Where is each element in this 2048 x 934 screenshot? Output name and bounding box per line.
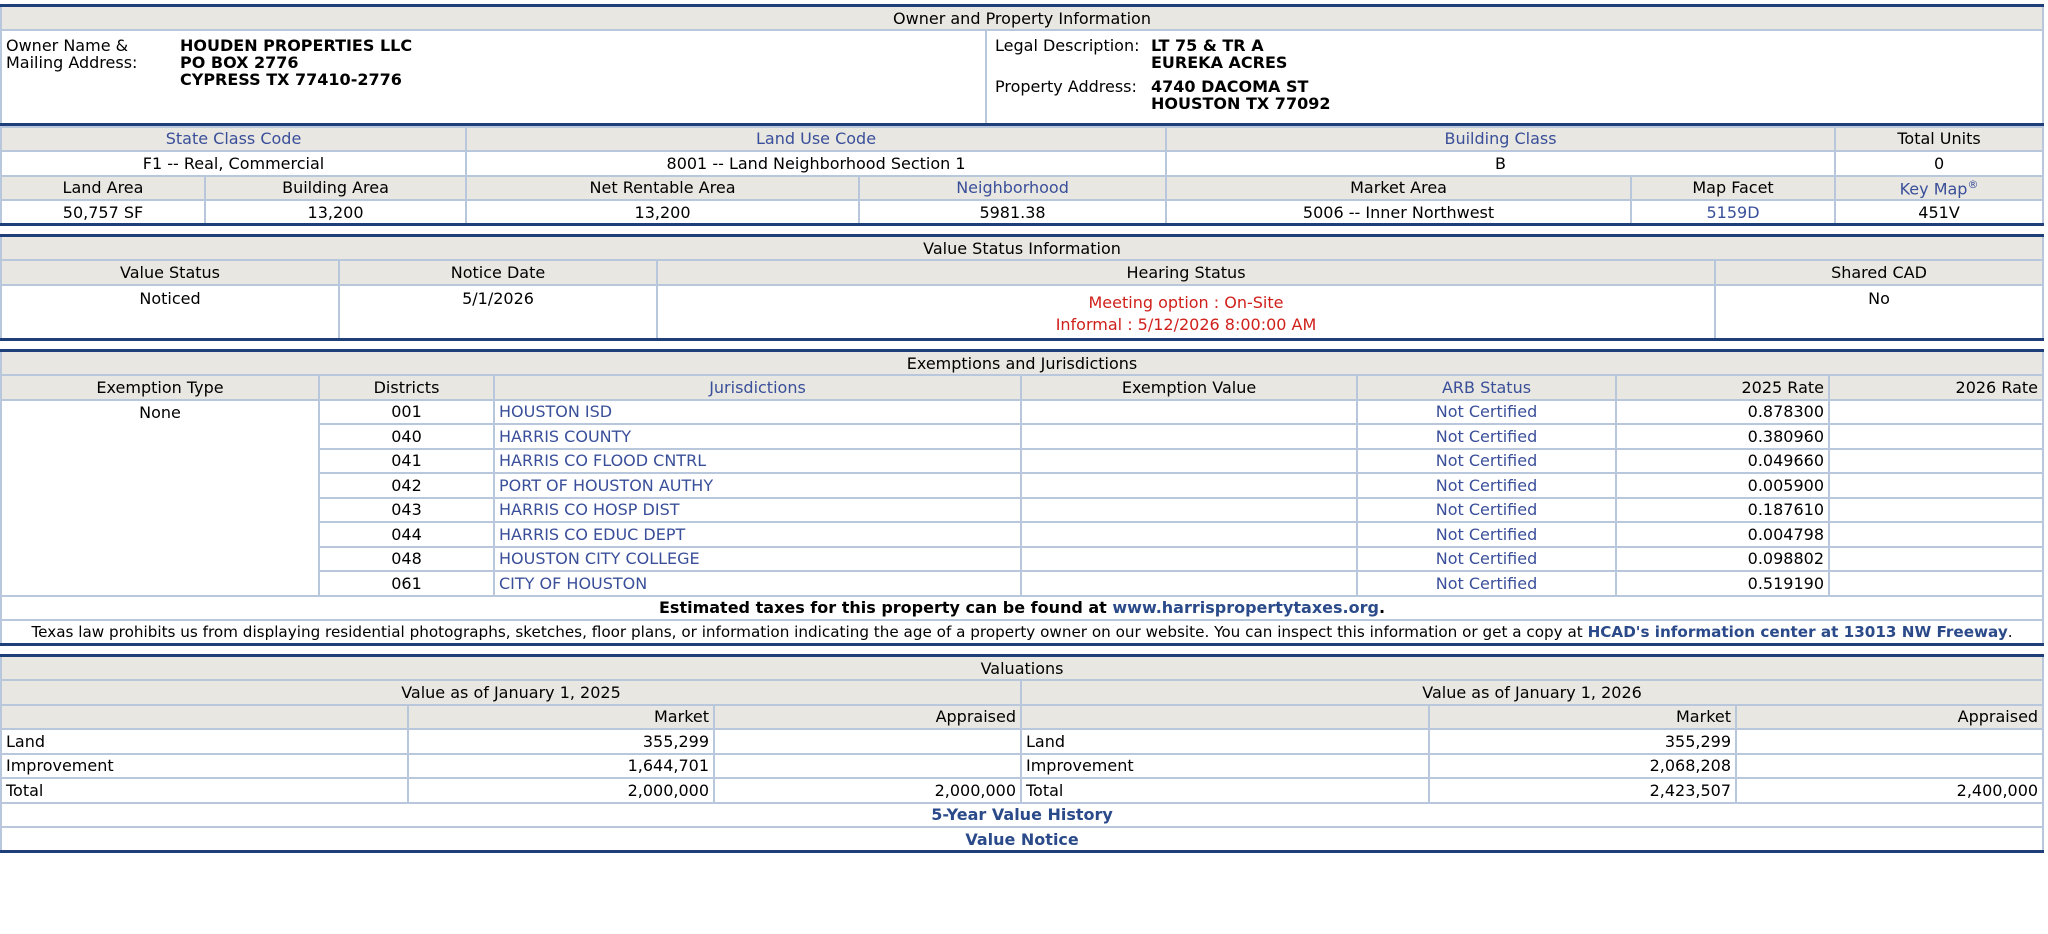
registered-mark: ® — [1967, 177, 1979, 191]
law-text: Texas law prohibits us from displaying residential photographs, sketches, floor plans, or information indicating the age of a property owner on our website. You can inspect this information or get a copy at — [31, 623, 1588, 641]
owner-line: HOUDEN PROPERTIES LLC — [180, 36, 413, 55]
jurisdiction-link[interactable]: HARRIS CO EDUC DEPT — [494, 522, 1021, 547]
district-code: 042 — [319, 473, 494, 498]
parcel-detail — [0, 4, 2042, 853]
exemption-value-cell — [1021, 400, 1357, 425]
appraised-value — [1736, 754, 2043, 779]
table-row — [1, 729, 2043, 754]
rate-2026-value — [1829, 522, 2043, 547]
jurisdiction-link[interactable]: CITY OF HOUSTON — [494, 571, 1021, 596]
districts-header: Districts — [319, 375, 494, 400]
jurisdiction-link[interactable]: HARRIS COUNTY — [494, 424, 1021, 449]
valuation-label: Improvement — [1021, 754, 1429, 779]
district-code: 044 — [319, 522, 494, 547]
exemption-type-value: None — [1, 400, 319, 596]
rate-2025-value: 0.004798 — [1616, 522, 1829, 547]
jurisdiction-link[interactable]: HOUSTON ISD — [494, 400, 1021, 425]
valuation-label: Land — [1021, 729, 1429, 754]
rate-2026-value — [1829, 571, 2043, 596]
shared-cad-value: No — [1715, 285, 2043, 340]
land-use-code-header[interactable]: Land Use Code — [466, 127, 1166, 152]
rate-2026-value — [1829, 498, 2043, 523]
texas-law-note — [1, 620, 2043, 645]
rate-2025-value: 0.187610 — [1616, 498, 1829, 523]
property-codes-table — [0, 126, 2044, 227]
rate-2026-header: 2026 Rate — [1829, 375, 2043, 400]
exemption-value-cell — [1021, 473, 1357, 498]
appraised-header-2025: Appraised — [714, 705, 1021, 730]
legal-line: EUREKA ACRES — [1151, 53, 1288, 72]
land-area-value: 50,757 SF — [1, 200, 205, 225]
table-row — [1, 754, 2043, 779]
value-2026-title: Value as of January 1, 2026 — [1021, 680, 2043, 705]
estimated-taxes-note — [1, 596, 2043, 621]
legal-line: LT 75 & TR A — [1151, 36, 1264, 55]
owner-line: CYPRESS TX 77410-2776 — [180, 70, 402, 89]
building-class-value: B — [1166, 151, 1835, 176]
state-class-code-value: F1 -- Real, Commercial — [1, 151, 466, 176]
market-value: 2,068,208 — [1429, 754, 1736, 779]
shared-cad-header: Shared CAD — [1715, 260, 2043, 285]
market-header-2026: Market — [1429, 705, 1736, 730]
net-rentable-area-value: 13,200 — [466, 200, 859, 225]
exemption-type-header: Exemption Type — [1, 375, 319, 400]
market-area-value: 5006 -- Inner Northwest — [1166, 200, 1631, 225]
land-area-header: Land Area — [1, 176, 205, 201]
hearing-status-value — [657, 285, 1715, 340]
rate-2025-value: 0.098802 — [1616, 547, 1829, 572]
total-units-value: 0 — [1835, 151, 2043, 176]
blank-header — [1021, 705, 1429, 730]
value-status-header: Value Status — [1, 260, 339, 285]
market-value: 1,644,701 — [408, 754, 714, 779]
key-map-label[interactable]: Key Map — [1899, 178, 1968, 198]
law-period: . — [2007, 623, 2013, 641]
exemption-value-cell — [1021, 522, 1357, 547]
harris-property-taxes-link[interactable]: www.harrispropertytaxes.org — [1112, 598, 1379, 618]
jurisdiction-link[interactable]: HOUSTON CITY COLLEGE — [494, 547, 1021, 572]
district-code: 048 — [319, 547, 494, 572]
rate-2026-value — [1829, 547, 2043, 572]
neighborhood-header[interactable]: Neighborhood — [859, 176, 1166, 201]
market-value: 2,000,000 — [408, 778, 714, 803]
five-year-value-history-link[interactable]: 5-Year Value History — [1, 803, 2043, 828]
exemptions-table — [0, 349, 2044, 646]
neighborhood-value: 5981.38 — [859, 200, 1166, 225]
jurisdiction-link[interactable]: PORT OF HOUSTON AUTHY — [494, 473, 1021, 498]
appraised-value — [1736, 729, 2043, 754]
rate-2025-value: 0.049660 — [1616, 449, 1829, 474]
market-area-header: Market Area — [1166, 176, 1631, 201]
exemption-value-cell — [1021, 498, 1357, 523]
arb-status-link[interactable]: Not Certified — [1357, 571, 1616, 596]
district-code: 001 — [319, 400, 494, 425]
arb-status-link[interactable]: Not Certified — [1357, 424, 1616, 449]
appraised-value: 2,400,000 — [1736, 778, 2043, 803]
valuations-table — [0, 654, 2044, 853]
rate-2025-value: 0.380960 — [1616, 424, 1829, 449]
arb-status-link[interactable]: Not Certified — [1357, 473, 1616, 498]
map-facet-link[interactable]: 5159D — [1631, 200, 1835, 225]
rate-2025-value: 0.878300 — [1616, 400, 1829, 425]
owner-cell — [1, 30, 986, 124]
key-map-header[interactable] — [1835, 176, 2043, 201]
notice-date-value: 5/1/2026 — [339, 285, 657, 340]
arb-status-link[interactable]: Not Certified — [1357, 522, 1616, 547]
total-units-header: Total Units — [1835, 127, 2043, 152]
owner-line: PO BOX 2776 — [180, 53, 299, 72]
value-status-table — [0, 234, 2044, 341]
arb-status-link[interactable]: Not Certified — [1357, 498, 1616, 523]
hearing-status-header: Hearing Status — [657, 260, 1715, 285]
valuations-section-title: Valuations — [1, 656, 2043, 681]
legal-cell — [986, 30, 2043, 124]
valuation-label: Land — [1, 729, 408, 754]
value-2025-title: Value as of January 1, 2025 — [1, 680, 1021, 705]
hearing-informal-date: Informal : 5/12/2026 8:00:00 AM — [1055, 314, 1317, 334]
notice-date-header: Notice Date — [339, 260, 657, 285]
jurisdictions-header[interactable]: Jurisdictions — [494, 375, 1021, 400]
arb-status-link[interactable]: Not Certified — [1357, 449, 1616, 474]
property-address-label: Property Address: — [995, 77, 1137, 96]
building-area-header: Building Area — [205, 176, 466, 201]
appraised-value — [714, 754, 1021, 779]
jurisdiction-link[interactable]: HARRIS CO HOSP DIST — [494, 498, 1021, 523]
taxes-text: Estimated taxes for this property can be found at — [659, 598, 1113, 618]
address-line: 4740 DACOMA ST — [1151, 77, 1309, 96]
value-status-section-title: Value Status Information — [1, 236, 2043, 261]
exemption-value-cell — [1021, 571, 1357, 596]
arb-status-link[interactable]: Not Certified — [1357, 400, 1616, 425]
taxes-period: . — [1378, 598, 1386, 618]
rate-2025-value: 0.005900 — [1616, 473, 1829, 498]
owner-name-block — [180, 37, 412, 88]
market-value: 355,299 — [1429, 729, 1736, 754]
appraised-header-2026: Appraised — [1736, 705, 2043, 730]
arb-status-header[interactable]: ARB Status — [1357, 375, 1616, 400]
rate-2026-value — [1829, 424, 2043, 449]
arb-status-link[interactable]: Not Certified — [1357, 547, 1616, 572]
table-row — [1, 400, 2043, 425]
rate-2026-value — [1829, 473, 2043, 498]
value-notice-link[interactable]: Value Notice — [1, 827, 2043, 852]
appraised-value — [714, 729, 1021, 754]
land-use-code-value: 8001 -- Land Neighborhood Section 1 — [466, 151, 1166, 176]
legal-label: Legal Description: — [995, 36, 1140, 55]
district-code: 040 — [319, 424, 494, 449]
valuation-label: Total — [1021, 778, 1429, 803]
rate-2026-value — [1829, 449, 2043, 474]
building-area-value: 13,200 — [205, 200, 466, 225]
exemptions-section-title: Exemptions and Jurisdictions — [1, 351, 2043, 376]
table-row — [1, 778, 2043, 803]
valuation-label: Total — [1, 778, 408, 803]
exemption-value-cell — [1021, 547, 1357, 572]
jurisdiction-link[interactable]: HARRIS CO FLOOD CNTRL — [494, 449, 1021, 474]
net-rentable-area-header: Net Rentable Area — [466, 176, 859, 201]
value-status-value: Noticed — [1, 285, 339, 340]
key-map-value: 451V — [1835, 200, 2043, 225]
owner-section-title: Owner and Property Information — [1, 6, 2043, 31]
address-line: HOUSTON TX 77092 — [1151, 94, 1331, 113]
market-value: 355,299 — [408, 729, 714, 754]
hcad-information-center-link[interactable]: HCAD's information center at 13013 NW Freeway — [1587, 623, 2008, 641]
exemption-value-cell — [1021, 449, 1357, 474]
exemption-value-header: Exemption Value — [1021, 375, 1357, 400]
market-value: 2,423,507 — [1429, 778, 1736, 803]
rate-2025-value: 0.519190 — [1616, 571, 1829, 596]
market-header-2025: Market — [408, 705, 714, 730]
owner-label: Owner Name & Mailing Address: — [6, 36, 138, 72]
state-class-code-header[interactable]: State Class Code — [1, 127, 466, 152]
valuation-label: Improvement — [1, 754, 408, 779]
blank-header — [1, 705, 408, 730]
building-class-header[interactable]: Building Class — [1166, 127, 1835, 152]
rate-2026-value — [1829, 400, 2043, 425]
district-code: 041 — [319, 449, 494, 474]
rate-2025-header: 2025 Rate — [1616, 375, 1829, 400]
owner-property-table — [0, 4, 2044, 126]
district-code: 061 — [319, 571, 494, 596]
exemption-value-cell — [1021, 424, 1357, 449]
appraised-value: 2,000,000 — [714, 778, 1021, 803]
district-code: 043 — [319, 498, 494, 523]
map-facet-header: Map Facet — [1631, 176, 1835, 201]
hearing-meeting-option: Meeting option : On-Site — [1088, 292, 1284, 312]
